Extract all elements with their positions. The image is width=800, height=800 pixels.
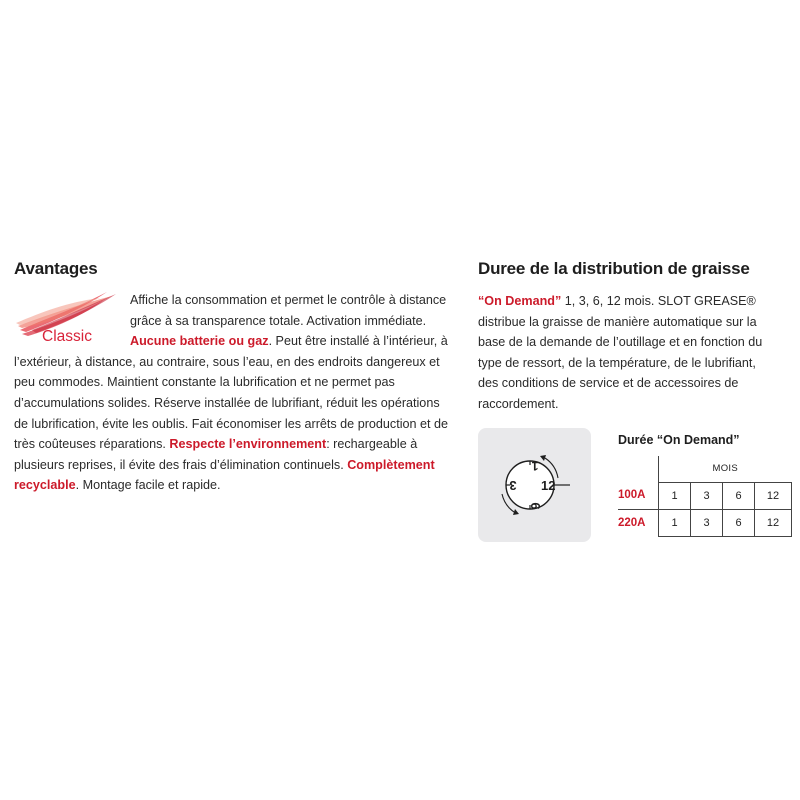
highlight-text: Aucune batterie ou gaz (130, 334, 269, 349)
dial-label-6: 6 (528, 502, 543, 510)
dial-label-12: 12 (541, 478, 556, 493)
row-label: 100A (618, 482, 659, 509)
table-cell: 3 (691, 482, 723, 509)
dial-label-1: 1 (531, 459, 539, 473)
avantages-heading: Avantages (14, 259, 98, 278)
body-text: 1, 3, 6, 12 mois. SLOT GREASE® distribue la graisse de manière automatique sur la base de la demande de l’outillage et en fonction du type de ressort, de la température, de le lubrifiant, des conditions de service et de accessoires de raccordement. (478, 294, 763, 411)
on-demand-table (618, 456, 792, 537)
table-cell: 1 (659, 509, 691, 536)
table-title: Durée “On Demand” (618, 433, 740, 447)
row-label: 220A (618, 516, 646, 529)
distribution-paragraph (478, 291, 773, 415)
table-corner (618, 456, 659, 482)
table-cell: 1 (659, 482, 691, 509)
table-cell: 6 (723, 482, 755, 509)
table-cell: 6 (723, 509, 755, 536)
table-cell: 3 (691, 509, 723, 536)
table-row (618, 482, 792, 509)
classic-logo-text: Classic (42, 328, 92, 342)
body-text: . Montage facile et rapide. (75, 478, 221, 493)
duration-dial-icon (478, 428, 591, 542)
classic-logo (12, 290, 122, 342)
table-cell: 12 (755, 482, 792, 509)
dial-label-3: 3 (509, 478, 517, 493)
body-text: Affiche la consommation et permet le contrôle à distance grâce à sa transparence totale. Activation immédiate. (130, 293, 447, 328)
highlight-text: Complètement recyclable (14, 457, 435, 493)
highlight-text: “On Demand” (478, 294, 562, 308)
distribution-section (478, 291, 773, 415)
body-text: . Peut être installé à l’intérieur, à l’extérieur, à distance, au contraire, sous l’eau, en des endroits dangereux et peu commodes. Maintient constante la lubrification et ne permet pas d’accumulations solides. Réserve installée de lubrifiant, réduit les opérations de lubrification, évite les oublis. Fait économiser les arrêts de production et de très coûteuses réparations. (14, 334, 449, 452)
table-header-mois: MOIS (659, 456, 792, 482)
dial-panel (478, 428, 591, 542)
table-cell: 12 (755, 509, 792, 536)
table-row (618, 509, 792, 536)
distribution-heading: Duree de la distribution de graisse (478, 259, 750, 278)
highlight-text: Respecte l’environnement (169, 437, 327, 452)
body-text: : rechargeable à plusieurs reprises, il évite des frais d’élimination continuels. (14, 437, 418, 472)
